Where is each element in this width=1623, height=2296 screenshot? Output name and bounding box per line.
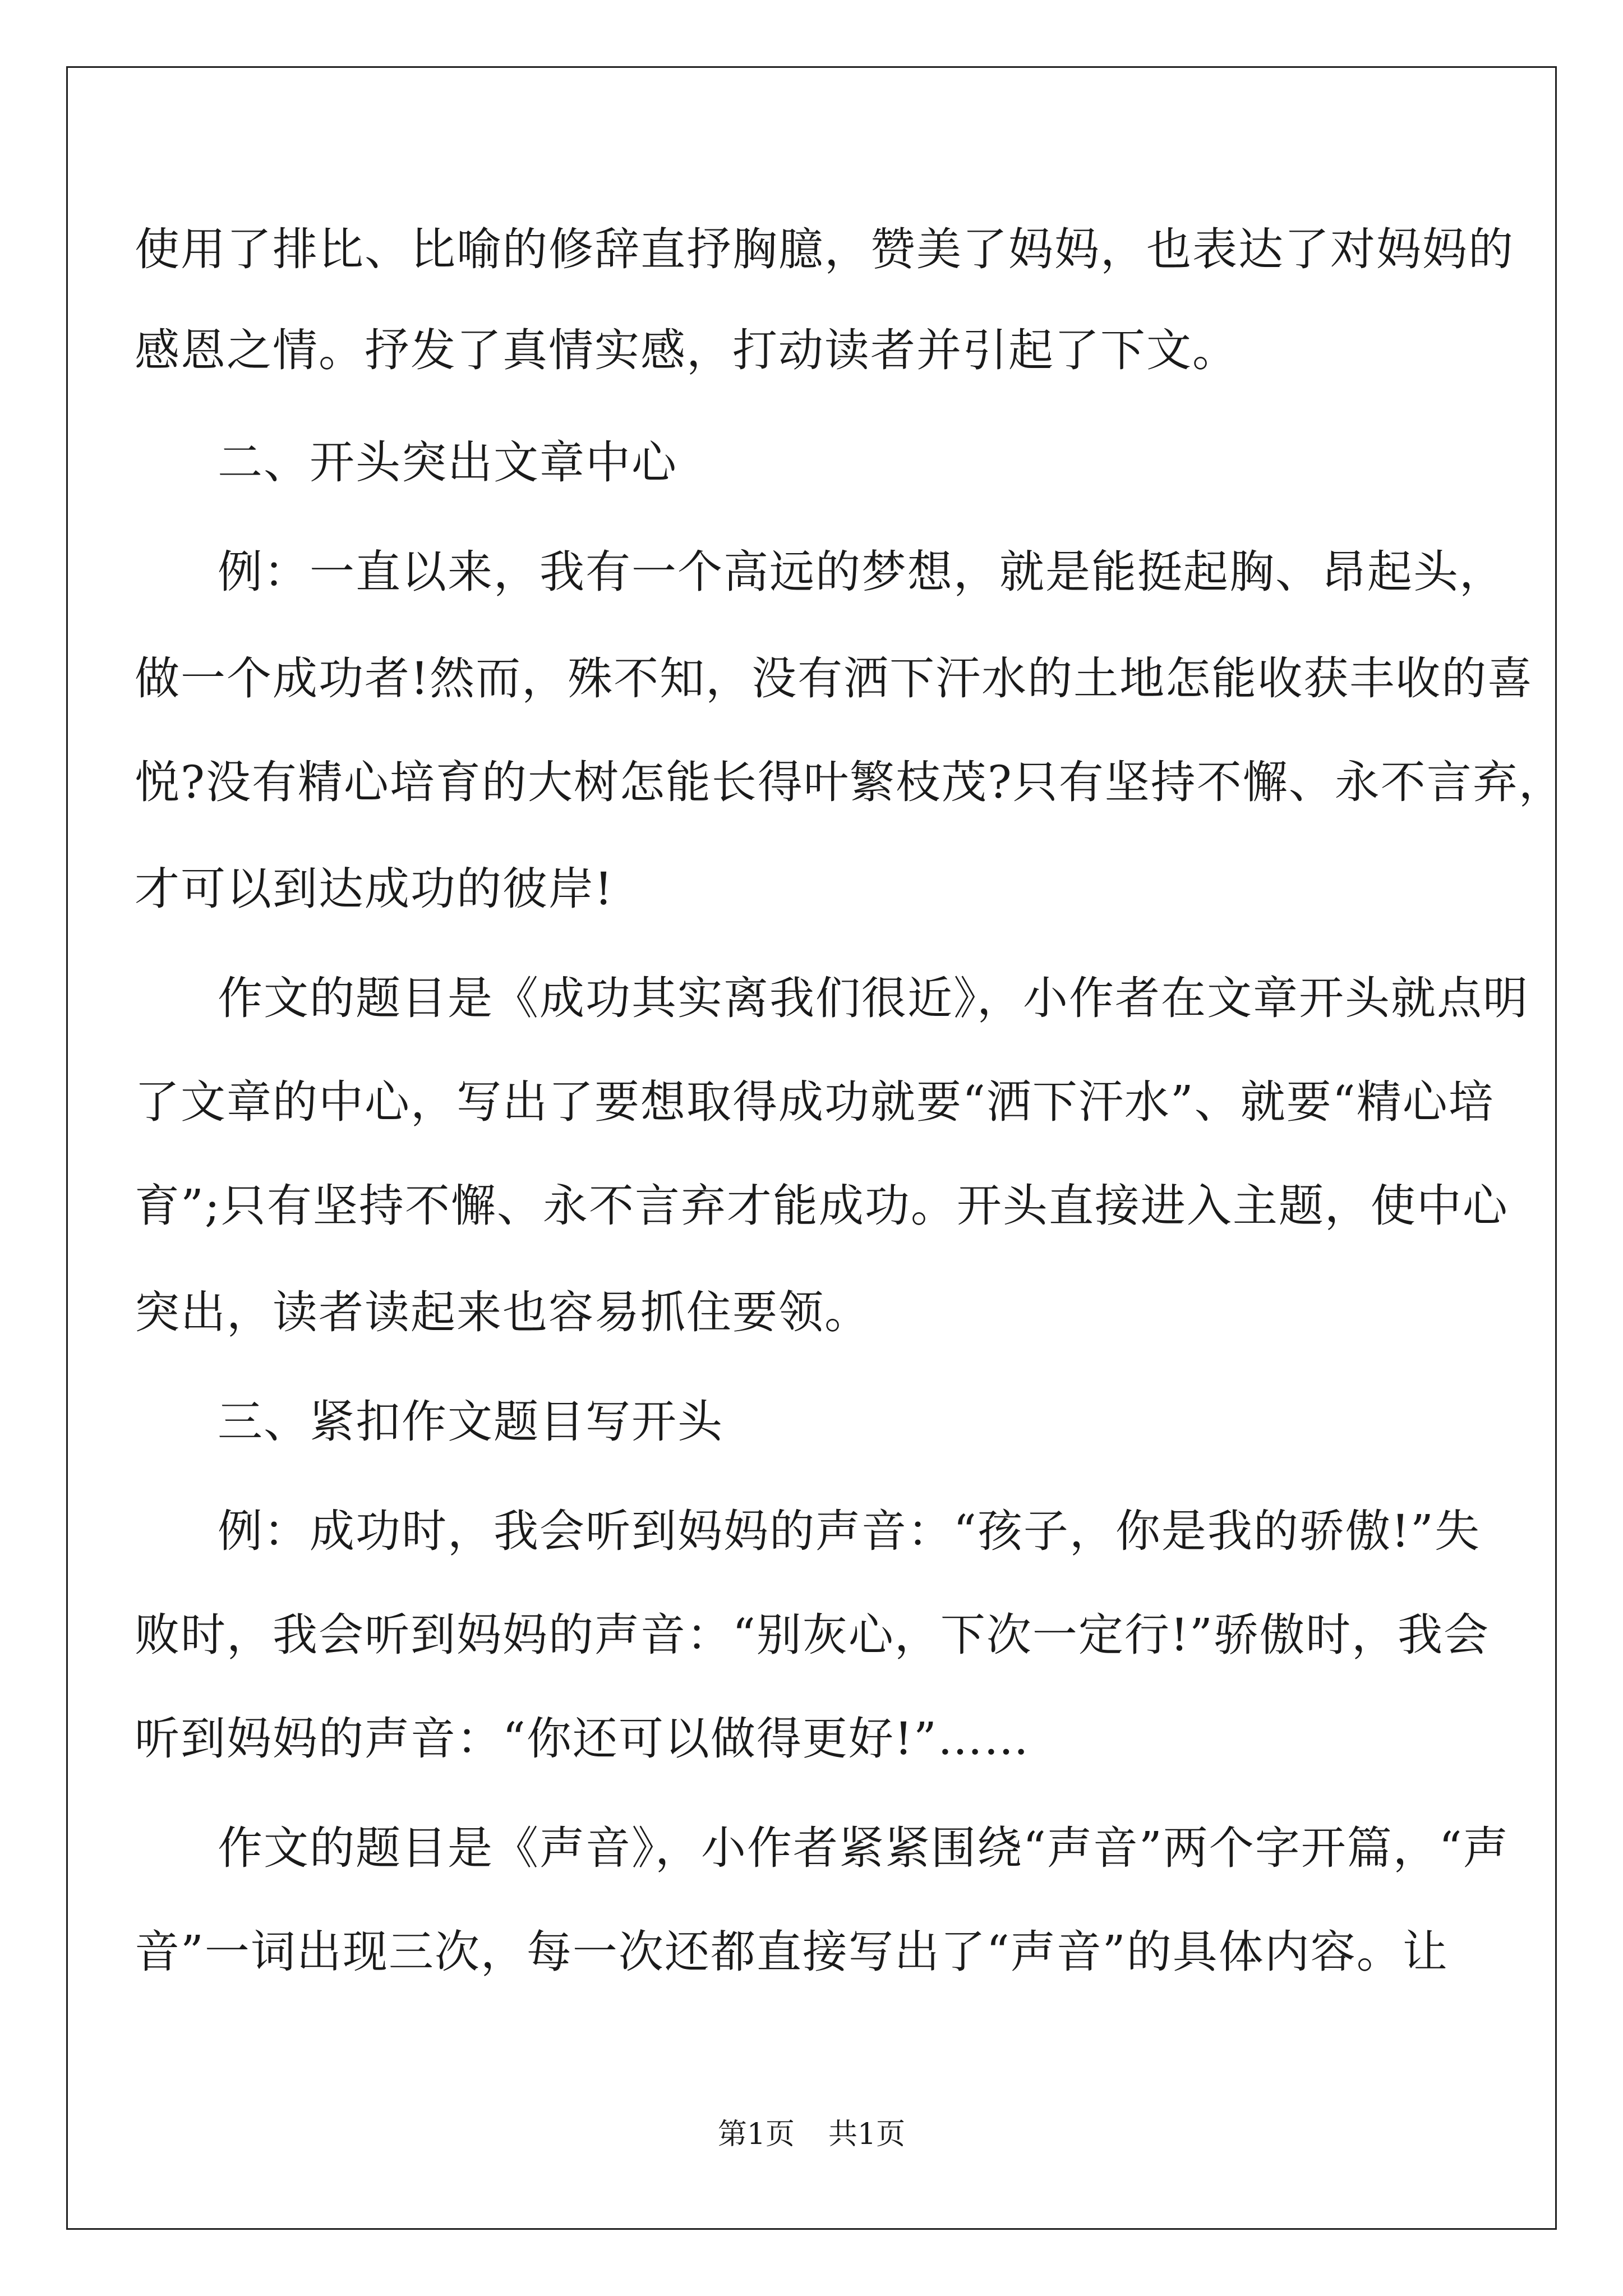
text-line: 做一个成功者!然而，殊不知，没有洒下汗水的土地怎能收获丰收的喜 [135, 652, 1534, 705]
page-number: 第1页 [717, 2118, 795, 2151]
text-line: 了文章的中心，写出了要想取得成功就要“洒下汗水”、就要“精心培 [135, 1076, 1495, 1128]
text-line: 作文的题目是《声音》，小作者紧紧围绕“声音”两个字开篇，“声 [218, 1822, 1509, 1874]
page-footer [0, 2115, 1623, 2154]
text-line: 悦?没有精心培育的大树怎能长得叶繁枝茂?只有坚持不懈、永不言弃， [135, 756, 1565, 808]
text-line: 音”一词出现三次，每一次还都直接写出了“声音”的具体内容。让 [135, 1926, 1449, 1978]
text-line: 例：一直以来，我有一个高远的梦想，就是能挺起胸、昂起头， [218, 546, 1505, 598]
text-line: 例：成功时，我会听到妈妈的声音：“孩子，你是我的骄傲!”失 [218, 1505, 1481, 1557]
section-heading: 三、紧扣作文题目写开头 [218, 1396, 723, 1448]
text-line: 育”;只有坚持不懈、永不言弃才能成功。开头直接进入主题，使中心 [135, 1180, 1509, 1232]
text-line: 使用了排比、比喻的修辞直抒胸臆，赞美了妈妈，也表达了对妈妈的 [135, 223, 1514, 275]
page-border [66, 66, 1557, 2230]
text-line: 感恩之情。抒发了真情实感，打动读者并引起了下文。 [135, 324, 1238, 376]
text-line: 突出，读者读起来也容易抓住要领。 [135, 1286, 870, 1338]
page-total: 共1页 [828, 2118, 906, 2151]
text-line: 听到妈妈的声音：“你还可以做得更好!”…… [135, 1713, 1030, 1765]
text-line: 败时，我会听到妈妈的声音：“别灰心，下次一定行!”骄傲时，我会 [135, 1609, 1490, 1661]
text-line: 才可以到达成功的彼岸! [135, 863, 614, 915]
text-line: 作文的题目是《成功其实离我们很近》，小作者在文章开头就点明 [218, 972, 1529, 1024]
section-heading: 二、开头突出文章中心 [218, 436, 677, 489]
